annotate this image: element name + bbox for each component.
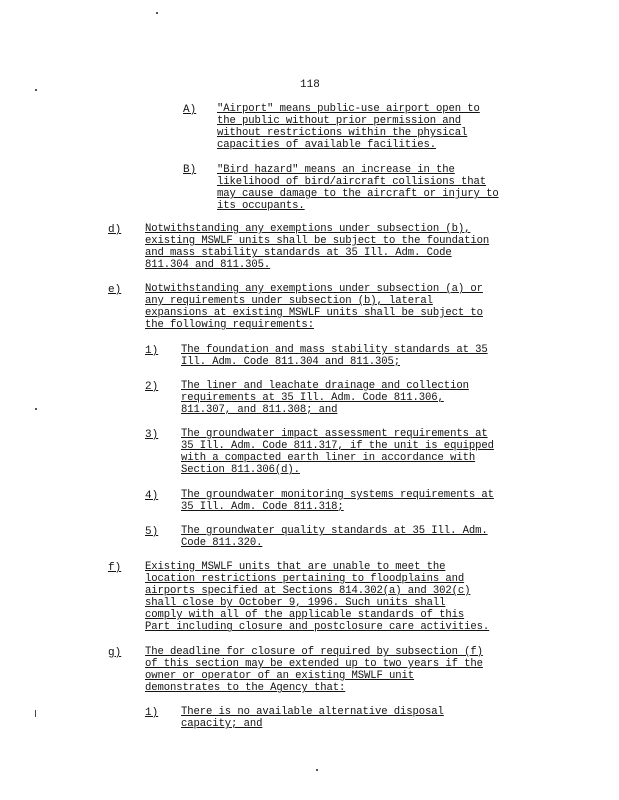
scan-mark [35,710,36,717]
section-f-text: Existing MSWLF units that are unable to meet the location restrictions pertaining to floodplains and airports specified at Sections 814.302(a) and 302(c) shall close by October 9, 1996. Such units shall comply with all of the applicable standards of this Part including closure and postclosure care activities. [145,561,490,634]
subitem-b-label: B) [183,164,197,176]
section-e-item-2-text: The liner and leachate drainage and collection requirements at 35 Ill. Adm. Code 811.306, 811.307, and 811.308; and [181,380,469,417]
subitem-a-text: "Airport" means public-use airport open to the public without prior permission and without restrictions within the physical capacities of available facilities. [217,103,480,152]
section-e-item-1-label: 1) [145,345,159,357]
scan-speck [316,769,318,771]
subitem-a-label: A) [183,104,197,116]
section-e-item-4-label: 4) [145,490,159,502]
section-f-label: f) [108,562,122,574]
section-e-item-5-label: 5) [145,526,159,538]
scan-speck [35,89,37,91]
scan-speck [156,12,158,14]
section-g-text: The deadline for closure of required by subsection (f) of this section may be extended up to two years if the owner or operator of an existing MSWLF unit demonstrates to the Agency that: [145,646,483,695]
section-d-text: Notwithstanding any exemptions under subsection (b), existing MSWLF units shall be subject to the foundation and mass stability standards at 35 Ill. Adm. Code 811.304 and 811.305. [145,223,490,272]
section-e-item-1-text: The foundation and mass stability standards at 35 Ill. Adm. Code 811.304 and 811.305; [181,344,488,369]
section-g-label: g) [108,647,122,659]
page-number: 118 [300,79,320,91]
section-e-item-3-text: The groundwater impact assessment requirements at 35 Ill. Adm. Code 811.317, if the unit is equipped with a compacted earth liner in accordance with Section 811.306(d). [181,428,494,477]
section-e-label: e) [108,284,122,296]
section-d-label: d) [108,224,122,236]
section-g-item-1-text: There is no available alternative disposal capacity; and [181,706,444,731]
section-g-item-1-label: 1) [145,707,159,719]
section-e-item-5-text: The groundwater quality standards at 35 Ill. Adm. Code 811.320. [181,525,488,550]
section-e-item-3-label: 3) [145,429,159,441]
section-e-text: Notwithstanding any exemptions under subsection (a) or any requirements under subsection (b), lateral expansions at existing MSWLF units shall be subject to the following requirements: [145,283,483,332]
subitem-b-text: "Bird hazard" means an increase in the likelihood of bird/aircraft collisions that may cause damage to the aircraft or injury to its occupants. [217,164,499,213]
section-e-item-4-text: The groundwater monitoring systems requirements at 35 Ill. Adm. Code 811.318; [181,489,494,514]
scan-speck [35,408,37,410]
section-e-item-2-label: 2) [145,381,159,393]
